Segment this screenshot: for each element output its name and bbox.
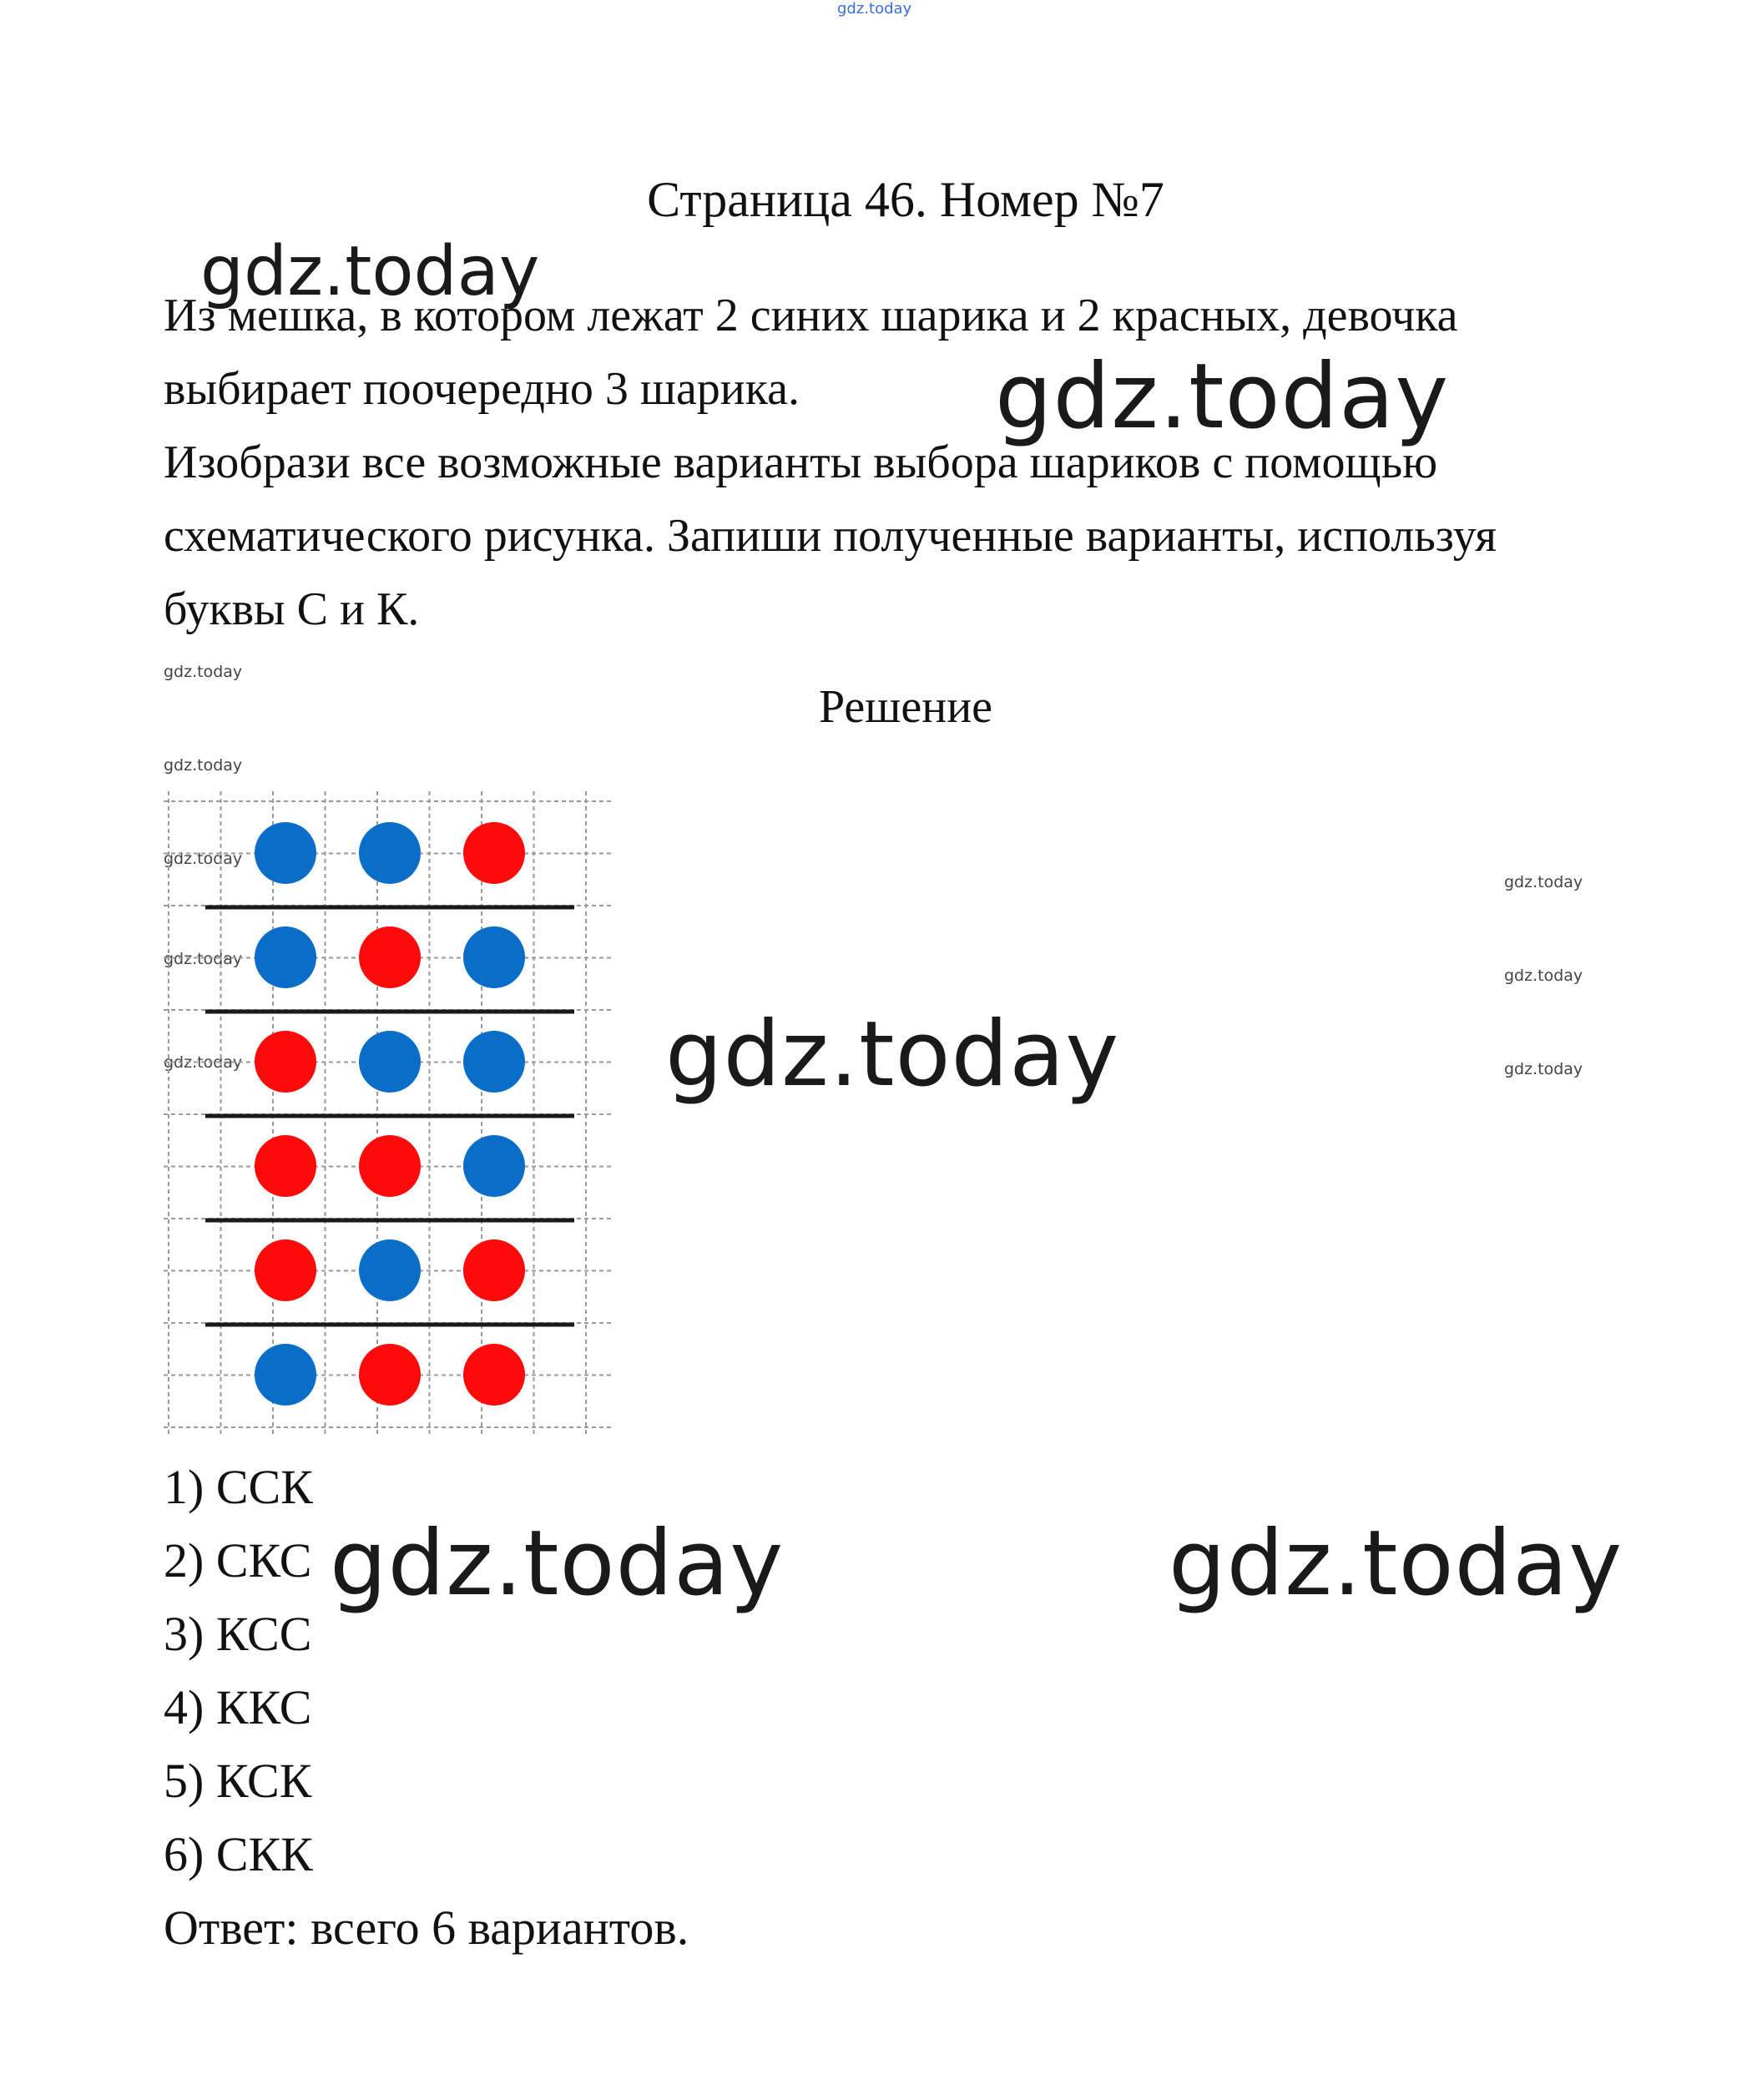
- watermark: gdz.today: [330, 1512, 785, 1616]
- answer-item: 5) КСК: [164, 1754, 312, 1808]
- task-line: буквы С и К.: [164, 583, 420, 635]
- blue-ball: [359, 822, 421, 884]
- red-ball: [359, 1135, 421, 1197]
- blue-ball: [359, 1031, 421, 1093]
- red-ball: [255, 1031, 316, 1093]
- blue-ball: [359, 1239, 421, 1301]
- red-ball: [463, 1344, 525, 1406]
- answer-final: Ответ: всего 6 вариантов.: [164, 1901, 689, 1955]
- answer-item: 1) ССК: [164, 1460, 313, 1514]
- watermark-small: gdz.today: [164, 950, 243, 968]
- watermark-small: gdz.today: [1504, 967, 1583, 985]
- answer-item: 6) СКК: [164, 1827, 313, 1881]
- task-line: Из мешка, в котором лежат 2 синих шарика и 2 красных, девочка: [164, 290, 1458, 341]
- task-line: схематического рисунка. Запиши полученные варианты, используя: [164, 510, 1497, 562]
- red-ball: [463, 822, 525, 884]
- red-ball: [359, 926, 421, 988]
- watermark: gdz.today: [995, 345, 1450, 449]
- page-title: Страница 46. Номер №7: [647, 172, 1164, 227]
- answer-item: 4) ККС: [164, 1680, 312, 1734]
- blue-ball: [463, 1135, 525, 1197]
- answers-list: [164, 1451, 689, 1965]
- watermark: gdz.today: [200, 232, 540, 311]
- blue-ball: [255, 926, 316, 988]
- task-line: Изобрази все возможные варианты выбора шариков с помощью: [164, 437, 1438, 488]
- red-ball: [359, 1344, 421, 1406]
- watermark-small: gdz.today: [164, 1053, 243, 1072]
- answer-item: 2) СКС: [164, 1533, 312, 1588]
- watermark: gdz.today: [665, 1002, 1120, 1107]
- task-line: выбирает поочередно 3 шарика.: [164, 363, 800, 415]
- blue-ball: [255, 1344, 316, 1406]
- ball-scheme: [164, 791, 614, 1434]
- blue-ball: [255, 822, 316, 884]
- red-ball: [255, 1239, 316, 1301]
- watermark-small: gdz.today: [164, 756, 243, 775]
- watermark-small: gdz.today: [1504, 873, 1583, 891]
- watermark-top: gdz.today: [837, 0, 912, 18]
- watermark-small: gdz.today: [164, 850, 243, 868]
- task-text: [164, 279, 1616, 646]
- blue-ball: [463, 1031, 525, 1093]
- solution-heading: Решение: [818, 681, 993, 733]
- answer-item: 3) КСС: [164, 1607, 312, 1661]
- red-ball: [463, 1239, 525, 1301]
- blue-ball: [463, 926, 525, 988]
- watermark: gdz.today: [1169, 1512, 1623, 1616]
- watermark-small: gdz.today: [164, 663, 243, 681]
- red-ball: [255, 1135, 316, 1197]
- watermark-small: gdz.today: [1504, 1060, 1583, 1078]
